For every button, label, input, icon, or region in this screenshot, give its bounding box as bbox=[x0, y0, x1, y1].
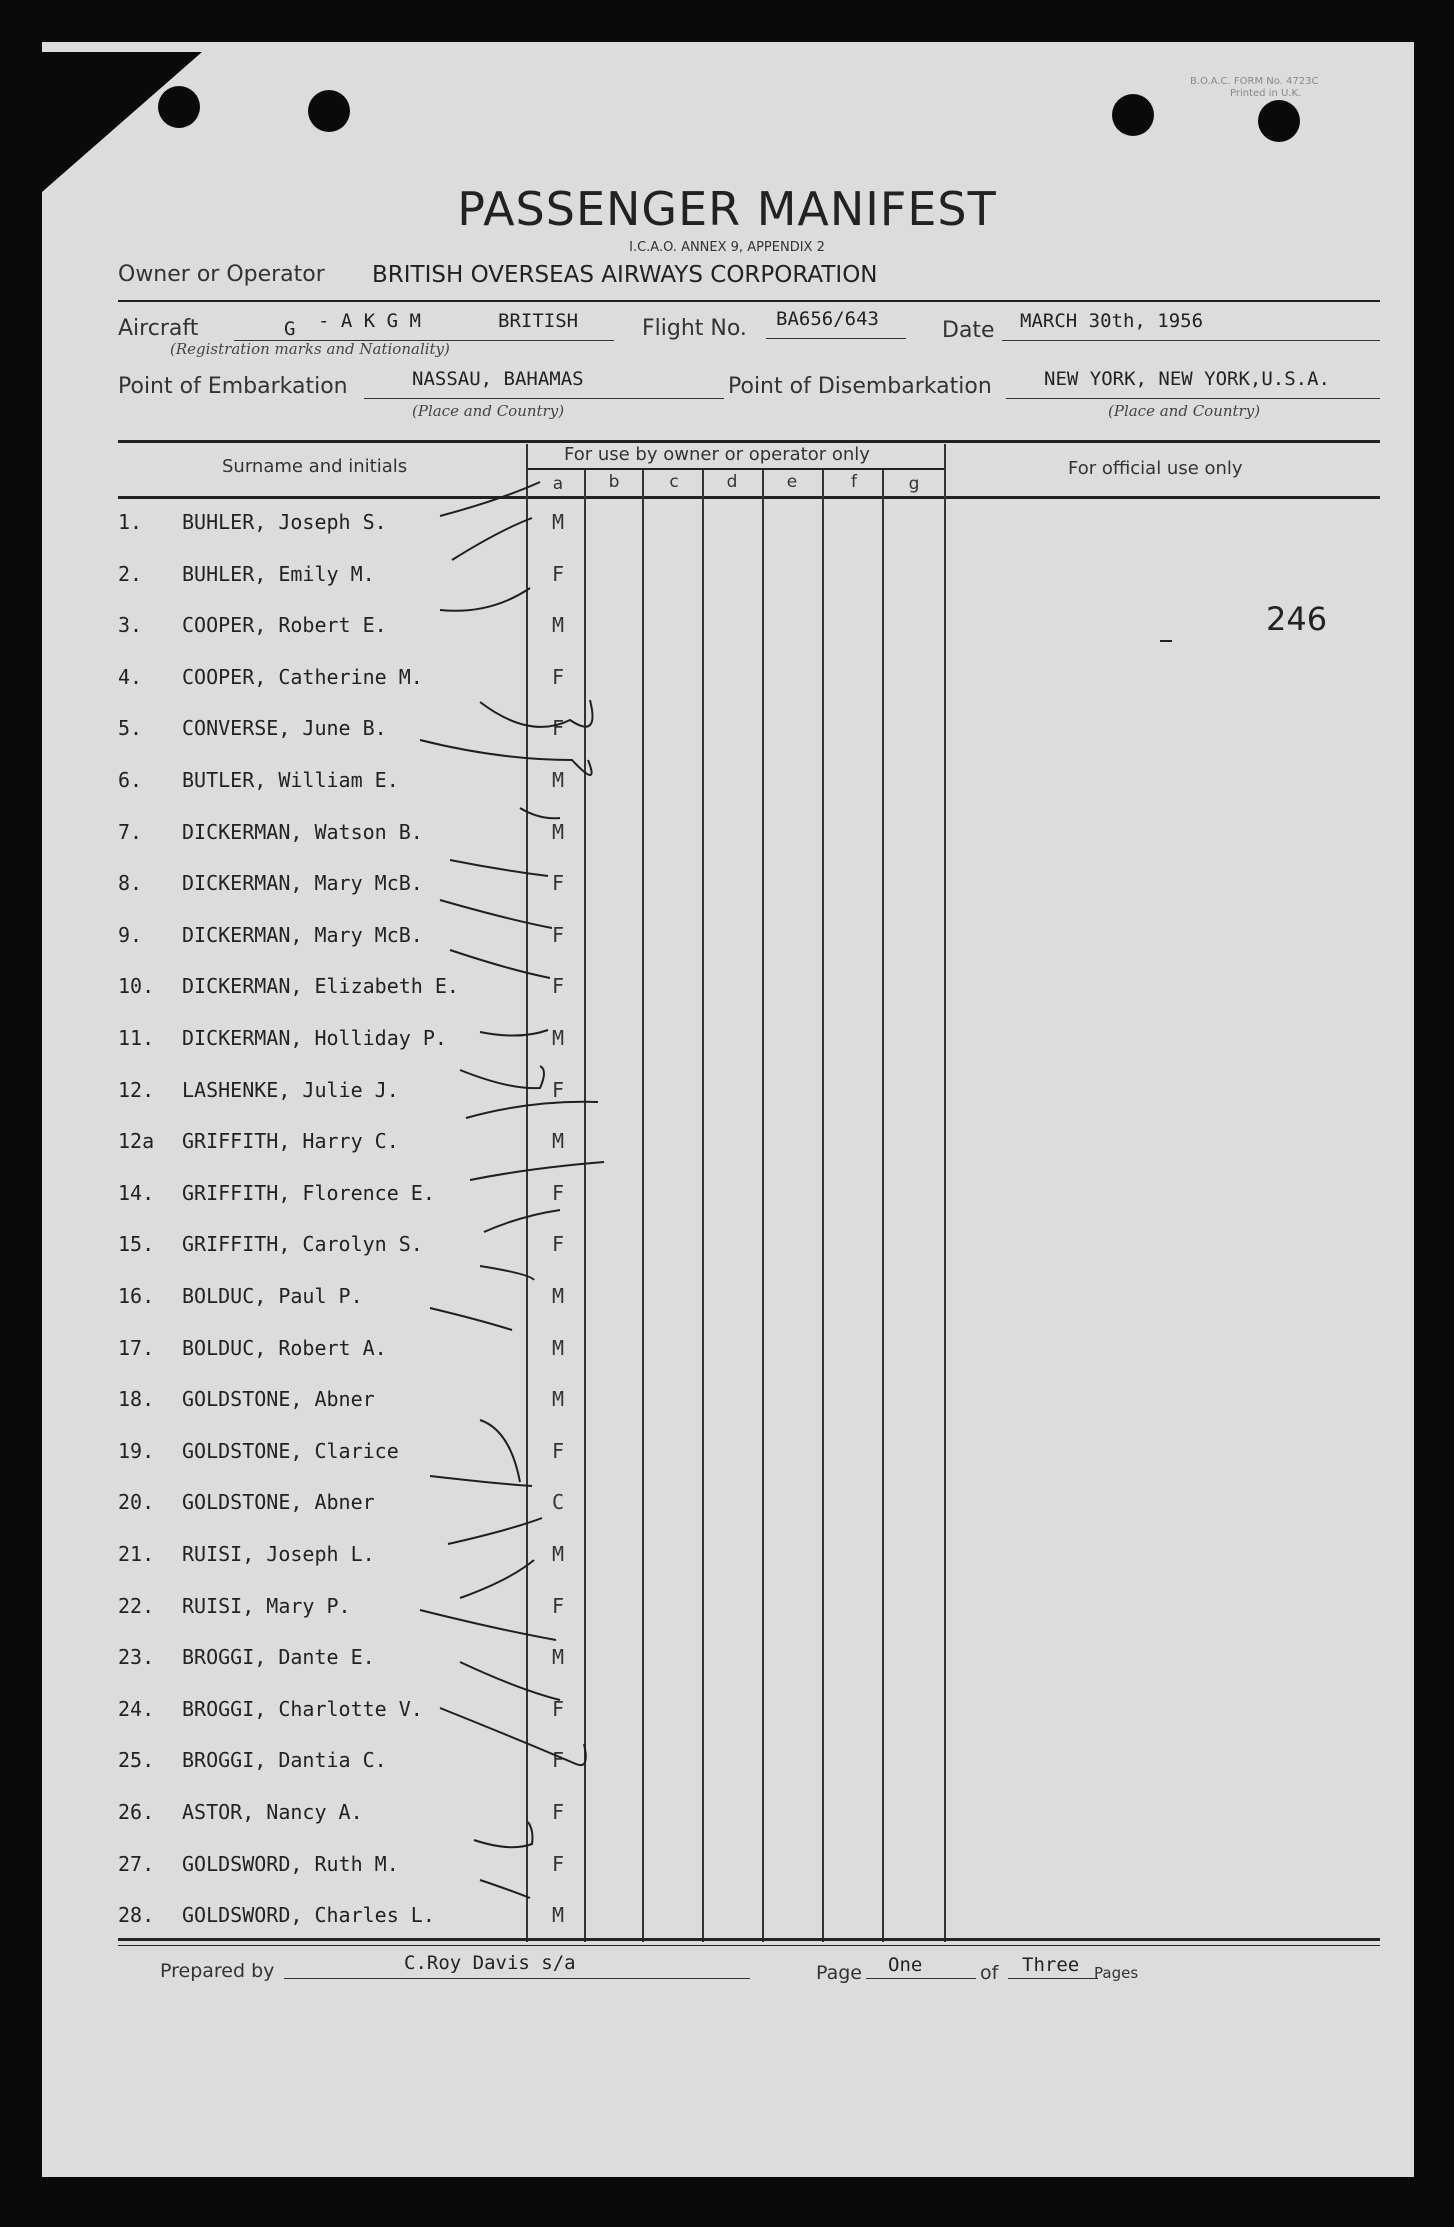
aircraft-sublabel: (Registration marks and Nationality) bbox=[170, 340, 450, 358]
passenger-sex: F bbox=[551, 1696, 565, 1721]
passenger-sex: M bbox=[551, 1335, 565, 1360]
passenger-name: RUISI, Joseph L. bbox=[182, 1542, 375, 1566]
passenger-sex: M bbox=[551, 1903, 565, 1928]
disembarkation-sublabel: (Place and Country) bbox=[1108, 402, 1261, 420]
passenger-sex: F bbox=[551, 1180, 565, 1205]
check-mark bbox=[484, 1210, 560, 1232]
passenger-sex: M bbox=[551, 1284, 565, 1308]
form-number-text: B.O.A.C. FORM No. 4723C bbox=[1190, 76, 1319, 87]
passenger-name: BUTLER, William E. bbox=[182, 768, 399, 792]
row-number: 23. bbox=[118, 1645, 155, 1670]
passenger-name: GOLDSTONE, Clarice bbox=[182, 1438, 399, 1463]
row-number: 21. bbox=[118, 1542, 155, 1566]
surname-header: Surname and initials bbox=[222, 456, 408, 477]
passenger-name: GOLDSTONE, Abner bbox=[182, 1490, 375, 1515]
passenger-sex: F bbox=[551, 664, 565, 689]
row-number: 14. bbox=[118, 1180, 155, 1205]
annex-reference: I.C.A.O. ANNEX 9, APPENDIX 2 bbox=[629, 240, 825, 255]
aircraft-registration: - A K G M bbox=[318, 310, 421, 332]
table-bottom-rule bbox=[118, 1938, 1380, 1941]
passenger-sex: F bbox=[551, 716, 565, 741]
passenger-name: RUISI, Mary P. bbox=[182, 1593, 351, 1618]
row-number: 6. bbox=[118, 768, 143, 792]
row-number: 25. bbox=[118, 1748, 155, 1773]
passenger-name: GRIFFITH, Carolyn S. bbox=[182, 1232, 423, 1257]
passenger-sex: F bbox=[551, 1800, 565, 1824]
check-mark bbox=[448, 1518, 542, 1544]
passenger-name: DICKERMAN, Mary McB. bbox=[182, 922, 423, 947]
disembarkation-label: Point of Disembarkation bbox=[728, 374, 992, 399]
row-number: 1. bbox=[118, 510, 143, 534]
check-mark bbox=[452, 518, 532, 560]
date-label: Date bbox=[942, 318, 995, 343]
passenger-sex: F bbox=[551, 561, 565, 586]
check-mark bbox=[460, 1066, 544, 1088]
passenger-sex: F bbox=[551, 1232, 565, 1257]
row-number: 12. bbox=[118, 1077, 155, 1102]
passenger-name: BOLDUC, Paul P. bbox=[182, 1284, 363, 1308]
embarkation-sublabel: (Place and Country) bbox=[412, 402, 565, 420]
row-number: 16. bbox=[118, 1284, 155, 1308]
passenger-name: DICKERMAN, Holliday P. bbox=[182, 1026, 447, 1050]
table-bottom-rule-thin bbox=[118, 1945, 1380, 1946]
aircraft-nationality: BRITISH bbox=[498, 310, 579, 332]
row-number: 11. bbox=[118, 1026, 155, 1050]
passenger-name: BUHLER, Emily M. bbox=[182, 561, 375, 586]
passenger-sex: F bbox=[551, 871, 565, 896]
owner-value: BRITISH OVERSEAS AIRWAYS CORPORATION bbox=[372, 262, 878, 288]
flight-label: Flight No. bbox=[642, 316, 747, 341]
passenger-sex: C bbox=[551, 1490, 565, 1515]
row-number: 5. bbox=[118, 716, 143, 741]
official-header: For official use only bbox=[1068, 458, 1243, 479]
check-mark bbox=[440, 482, 540, 516]
check-mark bbox=[480, 1030, 548, 1036]
row-number: 10. bbox=[118, 974, 155, 999]
passenger-sex: M bbox=[551, 1129, 565, 1154]
flight-number: BA656/643 bbox=[776, 308, 879, 330]
check-mark bbox=[420, 1610, 556, 1640]
check-mark bbox=[474, 1822, 533, 1847]
subcolumn-a: a bbox=[552, 474, 564, 494]
check-mark bbox=[480, 700, 593, 727]
passenger-name: GRIFFITH, Florence E. bbox=[182, 1180, 435, 1205]
of-label: of bbox=[980, 1962, 999, 1984]
row-number: 18. bbox=[118, 1387, 155, 1412]
row-number: 7. bbox=[118, 819, 143, 844]
check-mark bbox=[520, 808, 560, 818]
check-mark bbox=[450, 860, 548, 876]
passenger-sex: M bbox=[551, 1387, 565, 1412]
passenger-sex: F bbox=[551, 922, 565, 947]
passenger-name: GRIFFITH, Harry C. bbox=[182, 1129, 399, 1154]
row-number: 26. bbox=[118, 1800, 155, 1824]
check-mark bbox=[430, 1476, 532, 1486]
passenger-sex: M bbox=[551, 819, 565, 844]
row-number: 3. bbox=[118, 613, 143, 638]
embarkation-label: Point of Embarkation bbox=[118, 374, 348, 399]
page-value: One bbox=[888, 1954, 923, 1976]
passenger-name: COOPER, Robert E. bbox=[182, 613, 387, 638]
passenger-name: DICKERMAN, Watson B. bbox=[182, 819, 423, 844]
passenger-sex: F bbox=[551, 1438, 565, 1463]
subcolumn-g: g bbox=[908, 474, 920, 494]
row-number: 28. bbox=[118, 1903, 155, 1928]
passenger-name: CONVERSE, June B. bbox=[182, 716, 387, 741]
page-title: PASSENGER MANIFEST bbox=[457, 182, 997, 236]
row-number: 9. bbox=[118, 922, 143, 947]
page-label: Page bbox=[816, 1962, 862, 1984]
subcolumn-b: b bbox=[608, 472, 620, 492]
of-value: Three bbox=[1022, 1954, 1080, 1976]
prepared-underline bbox=[284, 1978, 750, 1979]
passenger-sex: M bbox=[551, 768, 565, 792]
row-number: 12a bbox=[118, 1129, 155, 1154]
row-number: 27. bbox=[118, 1851, 155, 1876]
row-number: 22. bbox=[118, 1593, 155, 1618]
row-number: 24. bbox=[118, 1696, 155, 1721]
check-mark bbox=[480, 1420, 520, 1482]
passenger-sex: F bbox=[551, 1593, 565, 1618]
check-mark bbox=[466, 1102, 598, 1118]
aircraft-prefix: G bbox=[284, 318, 296, 340]
passenger-name: ASTOR, Nancy A. bbox=[182, 1800, 363, 1824]
passenger-name: COOPER, Catherine M. bbox=[182, 664, 423, 689]
passenger-sex: F bbox=[551, 1077, 565, 1102]
subcolumn-c: c bbox=[669, 472, 679, 492]
check-mark bbox=[480, 1880, 530, 1898]
row-number: 20. bbox=[118, 1490, 155, 1515]
passenger-sex: F bbox=[551, 1748, 565, 1773]
passenger-sex: F bbox=[551, 974, 565, 999]
row-number: 19. bbox=[118, 1438, 155, 1463]
passenger-name: GOLDSWORD, Ruth M. bbox=[182, 1851, 399, 1876]
row-number: 17. bbox=[118, 1335, 155, 1360]
passenger-name: BUHLER, Joseph S. bbox=[182, 510, 387, 534]
aircraft-label: Aircraft bbox=[118, 316, 199, 341]
passenger-name: BROGGI, Charlotte V. bbox=[182, 1696, 423, 1721]
check-mark bbox=[440, 588, 530, 611]
passenger-sex: M bbox=[551, 510, 565, 534]
check-mark bbox=[450, 950, 550, 978]
passenger-name: DICKERMAN, Elizabeth E. bbox=[182, 974, 459, 999]
check-mark bbox=[480, 1266, 534, 1280]
printed-in-text: Printed in U.K. bbox=[1230, 88, 1302, 99]
passenger-name: GOLDSWORD, Charles L. bbox=[182, 1903, 435, 1928]
pages-label: Pages bbox=[1094, 1964, 1139, 1982]
passenger-sex: M bbox=[551, 613, 565, 638]
subcolumn-d: d bbox=[726, 472, 738, 492]
passenger-name: BROGGI, Dante E. bbox=[182, 1645, 375, 1670]
check-mark bbox=[460, 1560, 534, 1598]
row-number: 2. bbox=[118, 561, 143, 586]
check-mark bbox=[430, 1308, 512, 1330]
check-mark bbox=[440, 1708, 586, 1765]
row-number: 15. bbox=[118, 1232, 155, 1257]
embarkation-value: NASSAU, BAHAMAS bbox=[412, 368, 584, 390]
row-number: 8. bbox=[118, 871, 143, 896]
passenger-sex: M bbox=[551, 1542, 565, 1566]
check-mark bbox=[460, 1662, 560, 1700]
operator-header: For use by owner or operator only bbox=[564, 444, 870, 465]
subcolumn-e: e bbox=[786, 472, 798, 492]
check-mark bbox=[470, 1162, 604, 1180]
passenger-sex: F bbox=[551, 1851, 565, 1876]
passenger-sex: M bbox=[551, 1026, 565, 1050]
passenger-name: GOLDSTONE, Abner bbox=[182, 1387, 375, 1412]
owner-label: Owner or Operator bbox=[118, 262, 325, 287]
prepared-value: C.Roy Davis s/a bbox=[404, 1952, 576, 1974]
of-underline bbox=[1008, 1978, 1098, 1979]
passenger-name: DICKERMAN, Mary McB. bbox=[182, 871, 423, 896]
page-underline bbox=[866, 1978, 976, 1979]
passenger-name: LASHENKE, Julie J. bbox=[182, 1077, 399, 1102]
passenger-name: BOLDUC, Robert A. bbox=[182, 1335, 387, 1360]
date-value: MARCH 30th, 1956 bbox=[1020, 310, 1204, 332]
row-number: 4. bbox=[118, 664, 143, 689]
passenger-name: BROGGI, Dantia C. bbox=[182, 1748, 387, 1773]
official-note: 246 bbox=[1266, 600, 1328, 638]
disembarkation-value: NEW YORK, NEW YORK,U.S.A. bbox=[1044, 368, 1330, 390]
subcolumn-f: f bbox=[851, 472, 857, 492]
passenger-sex: M bbox=[551, 1645, 565, 1670]
prepared-label: Prepared by bbox=[160, 1960, 275, 1982]
check-mark bbox=[440, 900, 552, 928]
check-mark bbox=[420, 740, 592, 775]
